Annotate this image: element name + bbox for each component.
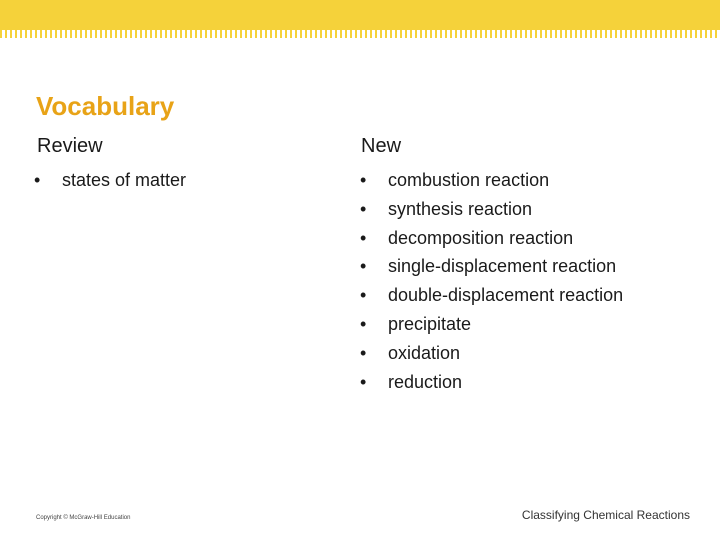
list-item: [360, 224, 623, 253]
new-term: oxidation: [388, 342, 461, 363]
list-item: [360, 195, 623, 224]
list-item: [360, 166, 623, 195]
bullet-icon: •: [360, 170, 367, 190]
new-term: synthesis reaction: [388, 198, 533, 219]
new-term: combustion reaction: [388, 170, 550, 190]
bullet-icon: •: [34, 170, 41, 190]
list-item: [360, 368, 623, 397]
review-list: [34, 166, 186, 195]
new-term: reduction: [388, 371, 463, 392]
bullet-icon: •: [360, 342, 367, 363]
header-stripe-pattern: [0, 30, 720, 38]
new-term: precipitate: [388, 313, 472, 334]
new-list: [360, 166, 623, 396]
bullet-icon: •: [360, 371, 367, 392]
list-item: [360, 310, 623, 339]
copyright-notice: Copyright © McGraw-Hill Education: [36, 515, 131, 521]
list-item: [360, 339, 623, 368]
bullet-icon: •: [360, 198, 367, 219]
new-term: single-displacement reaction: [388, 256, 617, 277]
header-banner: [0, 0, 720, 30]
slide-title: Vocabulary: [36, 91, 175, 121]
new-term: double-displacement reaction: [388, 285, 624, 306]
review-term: states of matter: [62, 170, 187, 190]
list-item: [360, 281, 623, 310]
list-item: [34, 166, 186, 195]
bullet-icon: •: [360, 285, 367, 306]
bullet-icon: •: [360, 313, 367, 334]
bullet-icon: •: [360, 256, 367, 277]
new-heading: New: [361, 135, 402, 157]
bullet-icon: •: [360, 227, 367, 248]
new-term: decomposition reaction: [388, 227, 574, 248]
list-item: [360, 252, 623, 281]
lesson-title: Classifying Chemical Reactions: [521, 508, 690, 522]
review-heading: Review: [37, 135, 103, 157]
